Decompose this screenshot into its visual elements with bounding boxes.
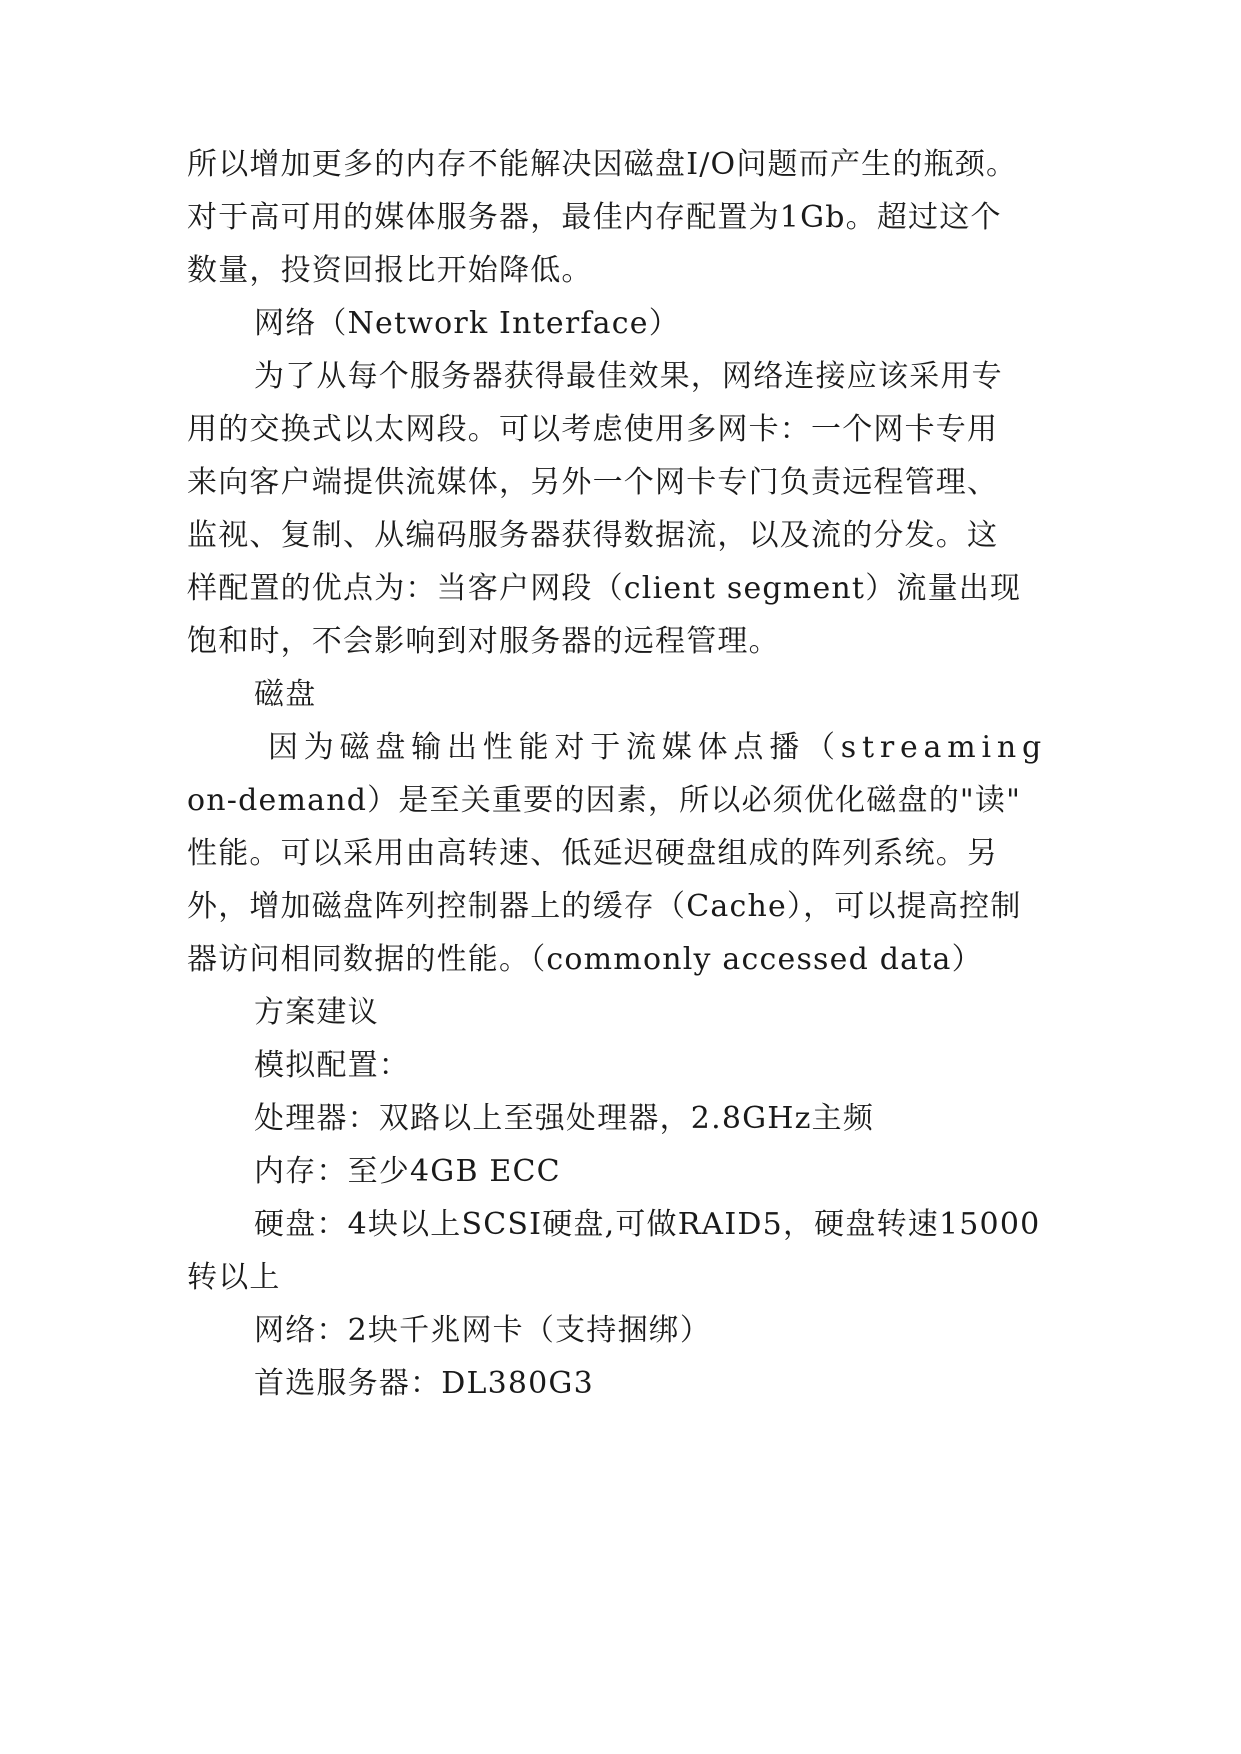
config-disk: 硬盘：4块以上SCSI硬盘,可做RAID5，硬盘转速15000 [254,1207,1041,1242]
text-line-16: 器访问相同数据的性能。（commonly accessed data） [187,942,983,977]
config-disk-continued: 转以上 [187,1260,281,1295]
text-line-5: 为了从每个服务器获得最佳效果，网络连接应该采用专 [254,359,1003,394]
config-network: 网络：2块千兆网卡（支持捆绑） [254,1313,712,1348]
section-heading-proposal: 方案建议 [254,995,379,1030]
text-line-3: 数量，投资回报比开始降低。 [187,253,593,288]
text-line-1: 所以增加更多的内存不能解决因磁盘I/O问题而产生的瓶颈。 [187,147,1018,182]
text-line-7: 来向客户端提供流媒体，另外一个网卡专门负责远程管理、 [187,465,999,500]
text-line-13: on-demand）是至关重要的因素，所以必须优化磁盘的"读" [187,783,1022,818]
config-processor: 处理器：双路以上至强处理器，2.8GHz主频 [254,1101,875,1136]
text-line-6: 用的交换式以太网段。可以考虑使用多网卡：一个网卡专用 [187,412,999,447]
text-line-12: 因为磁盘输出性能对于流媒体点播（streaming [268,730,1047,765]
text-line-2: 对于高可用的媒体服务器，最佳内存配置为1Gb。超过这个 [187,200,1002,235]
text-line-8: 监视、复制、从编码服务器获得数据流，以及流的分发。这 [187,518,999,553]
text-line-15: 外，增加磁盘阵列控制器上的缓存（Cache），可以提高控制 [187,889,1022,924]
section-heading-disk: 磁盘 [254,677,317,712]
config-preferred-server: 首选服务器：DL380G3 [254,1366,594,1401]
section-heading-network: 网络（Network Interface） [254,306,680,341]
text-line-9: 样配置的优点为：当客户网段（client segment）流量出现 [187,571,1022,606]
config-memory: 内存：至少4GB ECC [254,1154,561,1189]
text-line-10: 饱和时，不会影响到对服务器的远程管理。 [187,624,780,659]
config-heading: 模拟配置： [254,1048,410,1083]
text-line-14: 性能。可以采用由高转速、低延迟硬盘组成的阵列系统。另 [187,836,999,871]
